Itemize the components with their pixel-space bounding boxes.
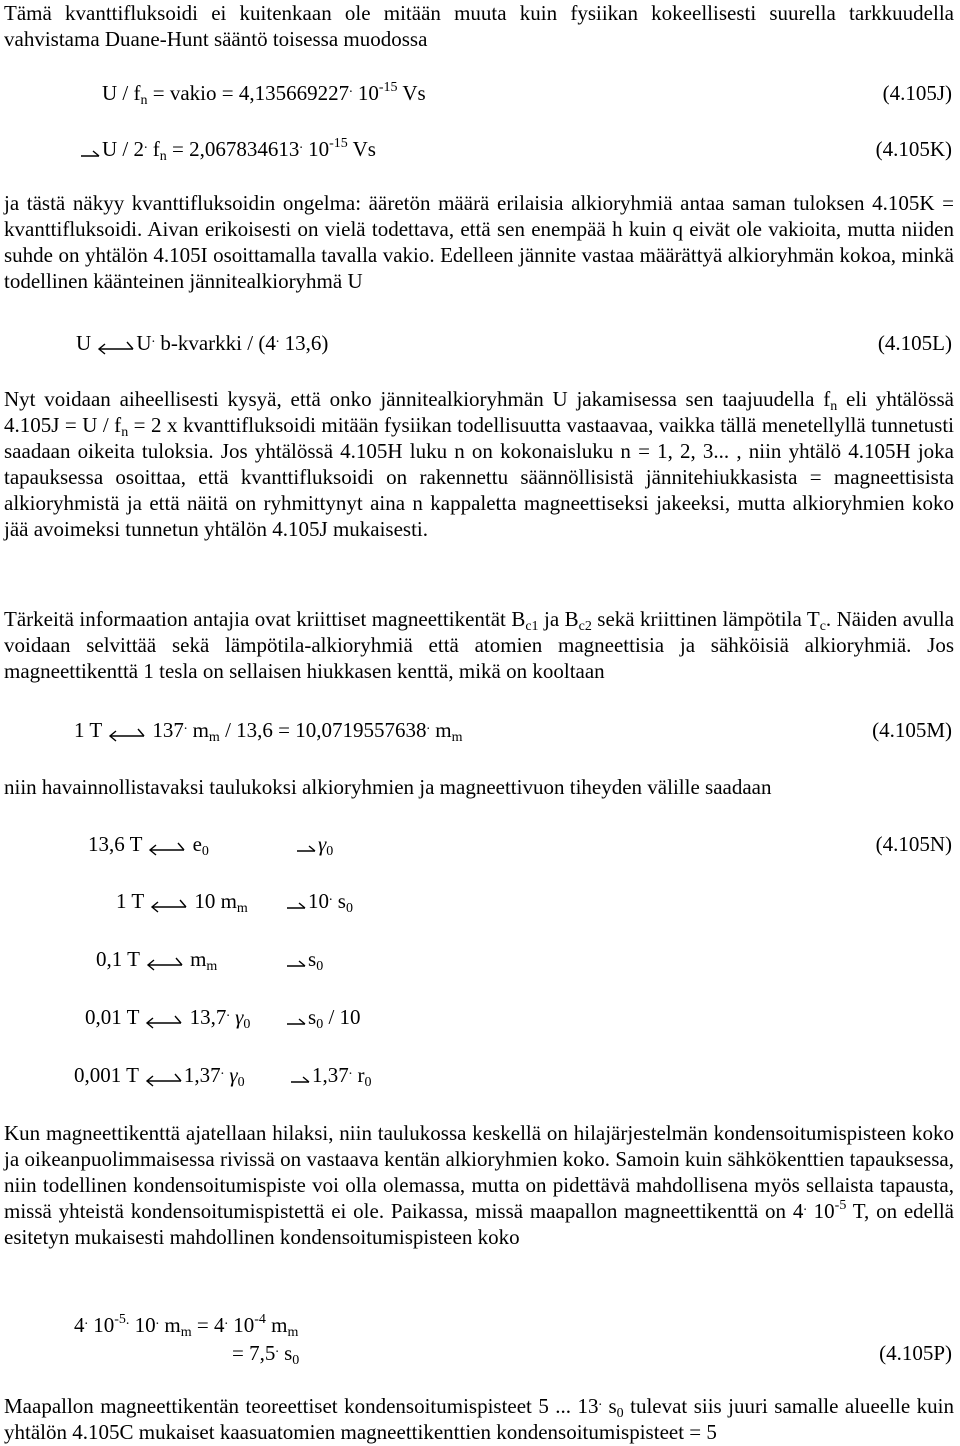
group-size: r (352, 1063, 365, 1087)
eq-text: U / f (102, 81, 141, 105)
paragraph-kriittiset (4, 606, 954, 684)
subscript: 0 (201, 844, 209, 859)
condensation-size: 1,37 (183, 1063, 221, 1087)
implies-arrow-icon (290, 1072, 312, 1088)
equation-number-105p: (4.105P) (879, 1341, 952, 1365)
group-size: γ (318, 832, 327, 856)
equation-105j (102, 80, 426, 106)
implies-arrow-icon (286, 1014, 308, 1030)
paragraph-hila (4, 1120, 954, 1250)
eq-text: f (147, 137, 160, 161)
eq-subscript: n (140, 93, 148, 108)
eq-subscript: m (451, 730, 463, 745)
text-run: Maapallon magneettikentän teoreettiset kondensoitumispisteet 5 ... 13 (4, 1394, 599, 1418)
eq-text: = 7,5 (232, 1341, 276, 1365)
multiplication-dot: . (349, 81, 353, 96)
equation-number-105j: (4.105J) (882, 81, 952, 105)
multiplication-dot: . (125, 1313, 130, 1328)
condensation-size: m (190, 947, 207, 971)
eq-text: 10 (228, 1313, 255, 1337)
double-arrow-icon (107, 725, 147, 743)
paragraph-maapallo (4, 1393, 954, 1445)
equation-105p-line2 (232, 1340, 299, 1366)
table-row-right (290, 1062, 372, 1088)
implies-arrow-icon (296, 841, 318, 857)
multiplication-dot: . (151, 331, 156, 346)
text-run: Kun magneettikenttä ajatellaan hilaksi, niin taulukossa keskellä on hilajärjestelmän kondensoitumispisteen koko ja oikeanpuolimmaisessa rivissä on vastaava kentän alkioryhmien koko. Samoin kuin sähkökenttien tapauksessa, niin todellinen kondensoitumispiste voi olla olemassa, mutta on pidettävä mahdollisena myös sellaista tapausta, missä yhteistä kondensoitumispistettä ei ole. Paikassa, missä maapallon magneettikenttä on 4 (4, 1121, 954, 1223)
eq-text: U / 2 (102, 137, 144, 161)
field-strength: 0,001 T (74, 1063, 139, 1087)
subscript: c1 (525, 619, 539, 634)
eq-subscript: 0 (292, 1353, 300, 1368)
text-run: = 2 x kvanttifluksoidi mitään fysiikan todellisuutta vastaavaa, vaikka tällä menetellyllä tunnetusti saadaan oikeita tuloksia. Jos yhtälössä 4.105H luku n on kokonaisluku n = 1, 2, 3... , niin yhtälö 4.105H joka tapauksessa osoittaa, että kvanttifluksoidi on rakennettu säännöllisistä jännitehiukkasista = magneettisista alkioryhmistä ja että näitä on ryhmittynyt aina n kappaletta magneettiseksi jakeeksi, mutta alkioryhmien koko jää avoimeksi tunnetun yhtälön 4.105J mukaisesti. (4, 413, 955, 541)
multiplication-dot: . (224, 1313, 228, 1328)
equation-105l (76, 330, 328, 356)
eq-text: / 13,6 = 10,0719557638 (219, 718, 427, 742)
text-run: Nyt voidaan aiheellisesti kysyä, että onko jännitealkioryhmän U jakamisessa sen taajuudella f (4, 387, 831, 411)
text-run: sekä kriittinen lämpötila T (591, 607, 820, 631)
subscript: c2 (578, 619, 592, 634)
eq-text: m (430, 718, 452, 742)
text-run: s (602, 1394, 617, 1418)
subscript: 0 (364, 1075, 372, 1090)
paragraph-intro: Tämä kvanttifluksoidi ei kuitenkaan ole mitään muuta kuin fysiikan kokeellisesti suurella tarkkuudella vahvistama Duane-Hunt sääntö toisessa muodossa (4, 1, 954, 51)
eq-exponent: -4 (254, 1312, 266, 1327)
subscript: 0 (616, 1406, 624, 1421)
eq-text: 13,6) (279, 331, 329, 355)
condensation-size: e (192, 832, 202, 856)
equation-number-105l: (4.105L) (877, 331, 952, 355)
table-row-right (296, 831, 333, 857)
eq-text: Vs (397, 81, 426, 105)
equation-105k (80, 136, 376, 162)
table-row-right (286, 888, 353, 914)
eq-exponent: -15 (329, 136, 348, 151)
eq-text: = 4 (191, 1313, 225, 1337)
exponent: -5 (834, 1198, 847, 1213)
eq-text: 4 (74, 1313, 85, 1337)
subscript: n (121, 425, 129, 440)
table-row (116, 888, 248, 914)
eq-subscript: n (159, 149, 167, 164)
paragraph-taulukko-intro: niin havainnollistavaksi taulukoksi alkioryhmien ja magneettivuon tiheyden välille saadaan (4, 775, 772, 799)
double-arrow-icon (145, 954, 185, 972)
multiplication-dot: . (226, 1005, 230, 1020)
table-row-right (286, 946, 323, 972)
eq-text: = vakio = 4,135669227 (147, 81, 350, 105)
group-size: / 10 (323, 1005, 361, 1029)
subscript: 0 (316, 959, 324, 974)
field-strength: 0,1 T (96, 947, 140, 971)
implies-arrow-icon (80, 146, 102, 162)
group-size: s (308, 947, 317, 971)
implies-arrow-icon (286, 956, 308, 972)
table-row (85, 1004, 250, 1030)
multiplication-dot: . (183, 718, 188, 733)
condensation-size: 13,7 (189, 1005, 227, 1029)
condensation-size: γ (224, 1063, 238, 1087)
subscript: 0 (326, 844, 334, 859)
table-row (88, 831, 209, 857)
eq-text: U (76, 331, 92, 355)
multiplication-dot: . (299, 137, 303, 152)
multiplication-dot: . (144, 137, 148, 152)
double-arrow-icon (96, 338, 136, 356)
eq-text: m (265, 1313, 288, 1337)
table-row (96, 946, 217, 972)
eq-subscript: m (208, 730, 220, 745)
condensation-size: 10 m (194, 889, 237, 913)
equation-105p-line1 (74, 1312, 298, 1338)
eq-text: = 2,067834613 (166, 137, 300, 161)
eq-text: 10 (352, 81, 379, 105)
multiplication-dot: . (348, 1063, 353, 1078)
eq-text: s (278, 1341, 293, 1365)
field-strength: 1 T (116, 889, 144, 913)
eq-text: 1 T (74, 718, 102, 742)
eq-subscript: m (287, 1325, 299, 1340)
field-strength: 13,6 T (88, 832, 143, 856)
group-size: 1,37 (312, 1063, 349, 1087)
table-row (74, 1062, 245, 1088)
multiplication-dot: . (803, 1199, 807, 1214)
eq-text: U (136, 331, 152, 355)
eq-text: 10 (88, 1313, 115, 1337)
eq-exponent: -15 (378, 80, 398, 95)
multiplication-dot: . (84, 1313, 88, 1328)
multiplication-dot: . (275, 1341, 279, 1356)
table-row-right (286, 1004, 361, 1030)
paragraph-ongelma: ja tästä näkyy kvanttifluksoidin ongelma: ääretön määrä erilaisia alkioryhmiä antaa saman tuloksen 4.105K = kvanttifluksoidi. Aivan erikoisesti on vielä todettava, että sen enempää h kuin q eivät ole vakioita, mutta niiden suhde on yhtälön 4.105I osoittamalla tavalla vakio. Edelleen jännite vastaa määrättyä alkioryhmän kokoa, minkä todellinen käänteinen jännitealkioryhmä U (4, 191, 954, 293)
eq-text: m (187, 718, 209, 742)
eq-text: m (159, 1313, 181, 1337)
subscript: 0 (243, 1017, 251, 1032)
text-run: tulevat siis juuri samalle alueelle kuin yhtälön 4.105C mukaiset kaasuatomien magneettikenttien kondensoitumispisteet = 5 (4, 1394, 954, 1444)
subscript: c (819, 619, 826, 634)
group-size: s (332, 889, 346, 913)
equation-number-105k: (4.105K) (875, 137, 952, 161)
eq-subscript: m (180, 1325, 192, 1340)
double-arrow-icon (144, 1070, 184, 1088)
double-arrow-icon (149, 896, 189, 914)
equation-number-105m: (4.105M) (872, 718, 952, 742)
eq-text: b-kvarkki / (4 (155, 331, 276, 355)
subscript: 0 (237, 1075, 245, 1090)
subscript: 0 (345, 901, 353, 916)
multiplication-dot: . (220, 1063, 225, 1078)
text-run: Tärkeitä informaation antajia ovat kriittiset magneettikentät B (4, 607, 526, 631)
subscript: m (206, 959, 218, 974)
text-run: T, on edellä esitetyn mukaisesti mahdollinen kondensoitumispisteen koko (4, 1199, 954, 1249)
equation-number-105n: (4.105N) (875, 832, 952, 856)
double-arrow-icon (147, 839, 187, 857)
subscript: m (236, 901, 248, 916)
text-run: 10 (806, 1199, 835, 1223)
eq-text: 10 (302, 137, 330, 161)
paragraph-kysymys (4, 386, 954, 542)
group-size: 10 (308, 889, 329, 913)
implies-arrow-icon (286, 898, 308, 914)
double-arrow-icon (144, 1012, 184, 1030)
eq-text: 137 (152, 718, 184, 742)
condensation-size: γ (229, 1005, 244, 1029)
field-strength: 0,01 T (85, 1005, 140, 1029)
subscript: 0 (316, 1017, 324, 1032)
multiplication-dot: . (275, 331, 280, 346)
multiplication-dot: . (598, 1394, 603, 1409)
text-run: ja B (538, 607, 579, 631)
text-run: . Näiden avulla voidaan selvittää sekä lämpötila-alkioryhmiä että atomien magneettisia ja sähköisiä alkioryhmiä. Jos magneettikenttä 1 tesla on sellaisen hiukkasen kenttä, mikä on kooltaan (4, 607, 955, 683)
multiplication-dot: . (426, 718, 430, 733)
equation-105m (74, 717, 462, 743)
eq-text: 10 (129, 1313, 156, 1337)
group-size: s (308, 1005, 317, 1029)
eq-exponent: -5 (114, 1312, 126, 1327)
multiplication-dot: . (155, 1313, 160, 1328)
eq-text: Vs (347, 137, 376, 161)
text-run: eli yhtälössä 4.105J = U / f (4, 387, 954, 437)
subscript: n (830, 399, 838, 414)
multiplication-dot: . (329, 889, 333, 904)
